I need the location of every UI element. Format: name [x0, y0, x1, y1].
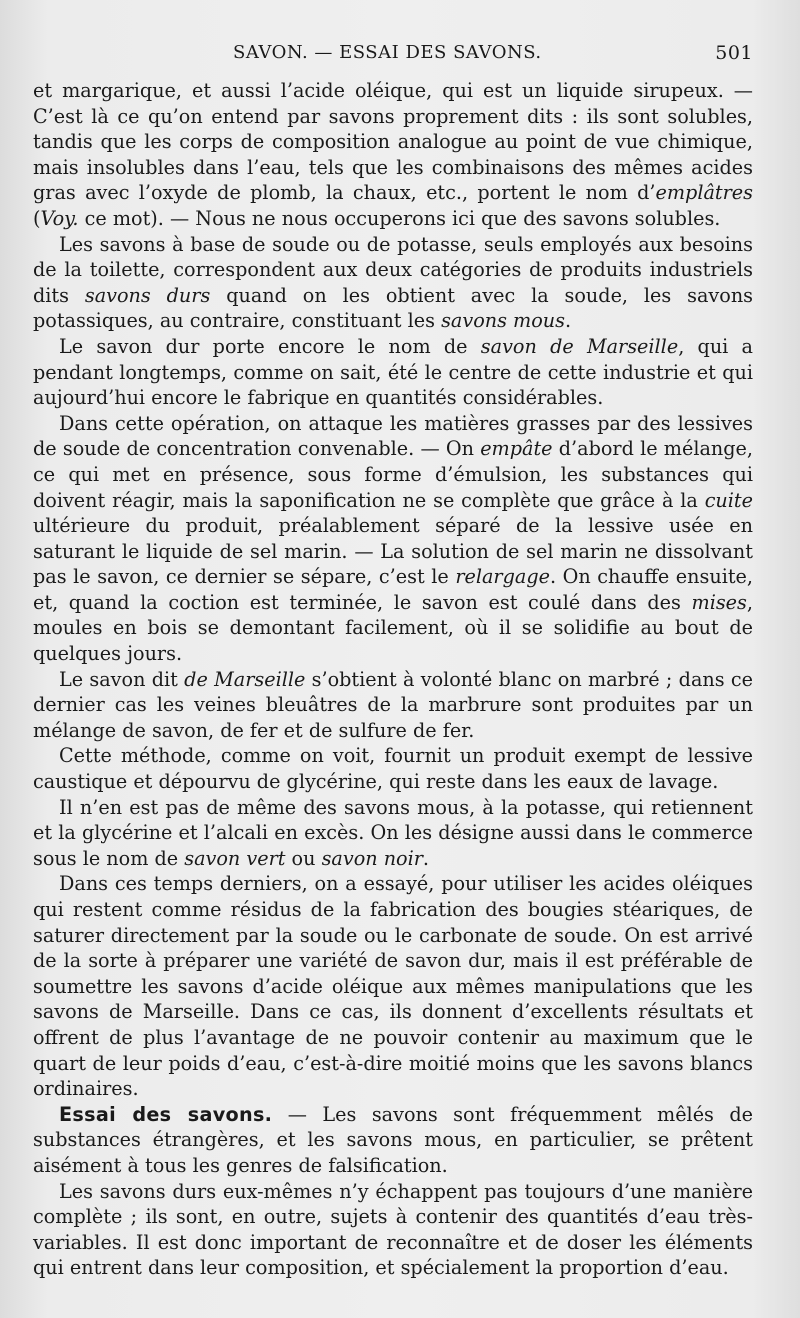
paragraph-text: Le savon dur porte encore le nom de	[59, 334, 481, 358]
paragraph-text: Il n’en est pas de même des savons mous, à la potasse, qui retiennent et la glycérine et l’alcali en excès. On les désigne aussi dans le commerce sous le nom de	[33, 795, 753, 870]
italic-term: relargage	[455, 565, 550, 589]
paragraph-text: Cette méthode, comme on voit, fournit un produit exempt de lessive caustique et dépourvu de glycérine, qui reste dans les eaux de lavage.	[33, 744, 753, 794]
paragraph-text: ou	[285, 846, 322, 870]
paragraph-text: . On chauffe ensuite, et, quand la coction est terminée, le savon est coulé dans des	[33, 565, 753, 614]
section-heading: Essai des savons.	[59, 1102, 273, 1126]
paragraph	[33, 232, 753, 334]
paragraph-text: ce mot). — Nous ne nous occuperons ici que des savons solubles.	[78, 206, 721, 230]
paragraph	[33, 78, 753, 232]
paragraph-text: , moules en bois se demontant facilement, où il se solidifie au bout de quelques jours.	[33, 590, 753, 666]
paragraph-text: Les savons à base de soude ou de potasse, seuls employés aux besoins de la toilette, correspondent aux deux catégories de produits industriels dits	[33, 232, 753, 307]
paragraph	[33, 871, 753, 1101]
italic-term: savon de Marseille	[480, 334, 679, 358]
paragraph-text: .	[422, 846, 430, 870]
paragraph	[33, 1102, 753, 1179]
paragraph-text: Les savons durs eux-mêmes n’y échappent pas toujours d’une manière complète ; ils sont, en outre, sujets à contenir des quantités d’eau très-variables. Il est donc important de reconnaître et de doser les éléments qui entrent dans leur composition, et spécialement la proportion d’eau.	[33, 1179, 753, 1280]
paragraph	[33, 1179, 753, 1281]
italic-term: cuite	[704, 488, 753, 512]
paragraph-text: et margarique, et aussi l’acide oléique, qui est un liquide sirupeux. — C’est là ce qu’on entend par savons proprement dits : ils sont solubles, tandis que les corps de composition analogue au point de vue chimique, mais insolubles dans l’eau, tels que les combinaisons des mêmes acides gras avec l’oxyde de plomb, la chaux, etc., portent le nom d’	[33, 79, 753, 205]
paragraph-text: ultérieure du produit, préalablement séparé de la lessive usée en saturant le liquide de sel marin. — La solution de sel marin ne dissolvant pas le savon, ce dernier se sépare, c’est le	[33, 514, 753, 589]
paragraph-text: d’abord le mélange, ce qui met en présence, sous forme d’émulsion, les substances qui doivent réagir, mais la saponification ne se complète que grâce à la	[33, 437, 754, 512]
page-number: 501	[715, 42, 753, 64]
italic-term: savons durs	[84, 283, 211, 307]
paragraph-text: s’obtient à volonté blanc on marbré ; dans ce dernier cas les veines bleuâtres de la marbrure sont produites par un mélange de savon, de fer et de sulfure de fer.	[33, 667, 754, 742]
paragraph	[33, 795, 753, 872]
paragraph-text: quand on les obtient avec la soude, les savons potassiques, au contraire, constituant les	[33, 283, 754, 333]
italic-term: empâte	[480, 437, 553, 461]
italic-term: de Marseille	[184, 667, 306, 691]
paragraph-text: , qui a pendant longtemps, comme on sait, été le centre de cette industrie et qui aujourd’hui encore le fabrique en quantités considérables.	[33, 334, 753, 410]
italic-term: savon vert	[184, 846, 286, 870]
italic-term: savon noir	[321, 846, 423, 870]
italic-term: mises	[691, 590, 747, 614]
paragraph	[33, 334, 753, 411]
italic-term: savons mous	[441, 309, 565, 333]
paragraph-text: Le savon dit	[59, 667, 185, 691]
paragraph-text: (	[33, 206, 41, 230]
page-body	[33, 78, 753, 1281]
paragraph	[33, 411, 753, 667]
italic-term: emplâtres	[655, 181, 753, 205]
paragraph	[33, 667, 753, 744]
italic-term: Voy.	[40, 206, 79, 230]
paragraph-text: Dans ces temps derniers, on a essayé, pour utiliser les acides oléiques qui restent comme résidus de la fabrication des bougies stéariques, de saturer directement par la soude ou le carbonate de soude. On est arrivé de la sorte à préparer une variété de savon dur, mais il est préférable de soumettre les savons d’acide oléique aux mêmes manipulations que les savons de Marseille. Dans ce cas, ils donnent d’excellents résultats et offrent de plus l’avantage de ne pouvoir contenir au maximum que le quart de leur poids d’eau, c’est-à-dire moitié moins que les savons blancs ordinaires.	[33, 872, 753, 1101]
paragraph-text: Dans cette opération, on attaque les matières grasses par des lessives de soude de concentration convenable. — On	[33, 411, 753, 461]
running-title: SAVON. — ESSAI DES SAVONS.	[233, 42, 542, 63]
paragraph	[33, 743, 753, 794]
paragraph-text: .	[565, 309, 572, 333]
paragraph-text: — Les savons sont fréquemment mêlés de substances étrangères, et les savons mous, en particulier, se prêtent aisément à tous les genres de falsification.	[33, 1102, 754, 1177]
running-header	[33, 42, 753, 72]
